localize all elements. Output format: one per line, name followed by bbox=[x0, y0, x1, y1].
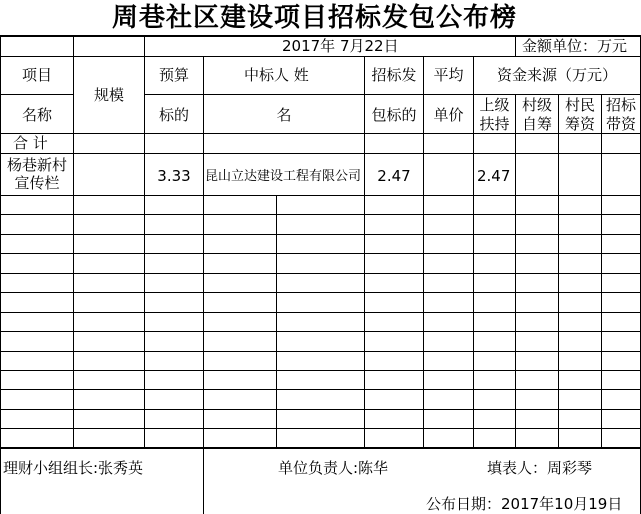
row-bid-amount: 2.47 bbox=[377, 167, 411, 185]
header-fund-villagers: 村民 bbox=[564, 96, 595, 114]
header-winner-top: 中标人 姓 bbox=[244, 66, 309, 84]
header-fund-villagers: 筹资 bbox=[564, 115, 595, 133]
form-filler: 填表人：周彩琴 bbox=[487, 459, 593, 477]
header-scale: 规模 bbox=[93, 86, 124, 104]
date-line: 2017年 7月22日 bbox=[282, 37, 399, 55]
header-fund-tender: 带资 bbox=[605, 115, 636, 133]
rule-empty-row bbox=[0, 409, 641, 410]
col-line bbox=[203, 449, 204, 514]
row-budget: 3.33 bbox=[157, 167, 191, 185]
rule-empty-row bbox=[0, 331, 641, 332]
rule-empty-row bbox=[0, 389, 641, 390]
col-line bbox=[73, 36, 74, 56]
rule-empty-row bbox=[0, 273, 641, 274]
col-line bbox=[601, 94, 602, 447]
header-bid-amount-bottom: 包标的 bbox=[371, 106, 417, 124]
header-fund-village: 自筹 bbox=[521, 115, 552, 133]
rule-table-bottom bbox=[0, 447, 641, 449]
rule-empty-row bbox=[0, 428, 641, 429]
rule-empty-row bbox=[0, 370, 641, 371]
col-line bbox=[515, 36, 516, 56]
rule-header-bottom bbox=[0, 133, 641, 134]
rule-empty-row bbox=[0, 234, 641, 235]
col-line bbox=[276, 196, 277, 447]
rule-funds-split bbox=[473, 94, 641, 95]
rule-empty-row bbox=[0, 292, 641, 293]
header-bid-amount-top: 招标发 bbox=[371, 66, 417, 84]
col-line bbox=[0, 36, 1, 56]
rule-empty-row bbox=[0, 312, 641, 313]
rule-dateline-bottom bbox=[0, 56, 641, 57]
header-avg-price-bottom: 单价 bbox=[433, 106, 464, 124]
col-line bbox=[144, 36, 145, 56]
rule-total-bottom bbox=[0, 153, 641, 154]
publish-date: 公布日期：2017年10月19日 bbox=[426, 495, 623, 513]
header-project-name-bottom: 名称 bbox=[21, 106, 52, 124]
header-fund-superior: 扶持 bbox=[479, 115, 510, 133]
unit-leader: 单位负责人:陈华 bbox=[278, 459, 389, 477]
page-title: 周巷社区建设项目招标发包公布榜 bbox=[112, 3, 518, 33]
amount-unit-label: 金额单位：万元 bbox=[522, 37, 628, 55]
rule-header-mid bbox=[0, 94, 73, 95]
rule-empty-row bbox=[0, 351, 641, 352]
row-winner: 昆山立达建设工程有限公司 bbox=[205, 169, 362, 184]
col-line bbox=[515, 94, 516, 447]
rule-empty-row bbox=[0, 214, 641, 215]
row-fund-superior: 2.47 bbox=[477, 167, 511, 185]
total-row-label: 合 计 bbox=[13, 134, 48, 152]
rule-empty-row bbox=[0, 253, 641, 254]
col-line bbox=[0, 449, 1, 514]
header-winner-bottom: 名 bbox=[276, 106, 292, 124]
header-avg-price-top: 平均 bbox=[433, 66, 464, 84]
header-project-name-top: 项目 bbox=[21, 66, 52, 84]
row-project-name: 宣传栏 bbox=[14, 174, 60, 192]
rule-data-row-bottom bbox=[0, 195, 641, 196]
col-line bbox=[73, 56, 74, 447]
finance-group-leader: 理财小组组长:张秀英 bbox=[3, 459, 144, 477]
header-fund-superior: 上级 bbox=[479, 96, 510, 114]
row-project-name: 杨巷新村 bbox=[6, 156, 67, 174]
col-line bbox=[558, 94, 559, 447]
header-funds-source: 资金来源（万元） bbox=[496, 66, 617, 84]
header-budget-top: 预算 bbox=[158, 66, 189, 84]
header-fund-village: 村级 bbox=[521, 96, 552, 114]
header-budget-bottom: 标的 bbox=[158, 106, 189, 124]
header-fund-tender: 招标 bbox=[605, 96, 636, 114]
